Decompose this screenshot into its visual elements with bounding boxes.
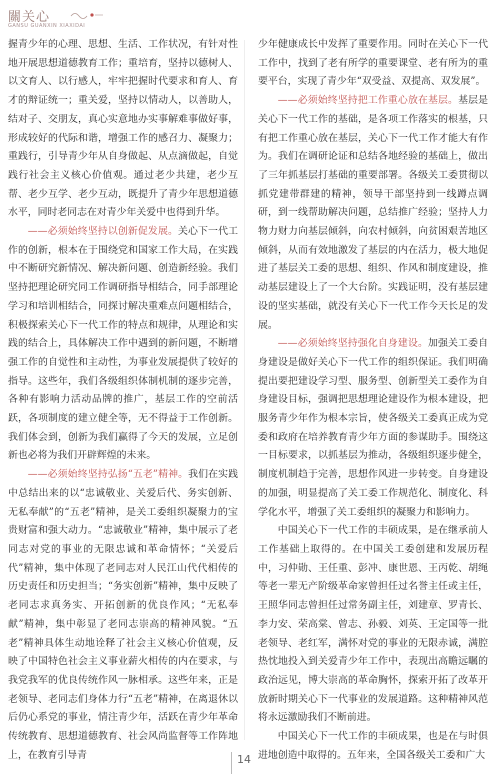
section-lead-heading: ——必须始终坚持把工作重心放在基层。 [277, 95, 459, 107]
body-paragraph [258, 92, 488, 335]
paragraph-text: 加强关工委自身建设是做好关心下一代工作的组织保证。我们明确提出要把建设学习型、服务型、创新型关工委作为自身建设目标，强调把思想理论建设作为根本建设，把服务青少年作为根本宗旨，使各级关工委真正成为党委和政府在培养教育青少年方面的参谋助手。围绕这一目标要求，以抓基层为推动，各级组织逐步健全，制度机制趋于完善，思想作风进一步转变。自身建设的加强，明显提高了关工委工作规范化、制度化、科学化水平，增强了关工委组织的凝聚力和影响力。 [258, 338, 488, 518]
section-lead-heading: ——必须始终坚持弘扬“五老”精神。 [27, 469, 189, 481]
body-paragraph [258, 728, 488, 765]
magazine-subtitle: GANSU GUANXIN XIAXIDAI [8, 23, 86, 29]
paragraph-text: 基层是关心下一代工作的基础，是各项工作落实的根基，只有把工作重心放在基层，关心下一代工作才能大有作为。我们在调研论证和总结各地经验的基础上，做出了三年抓基层打基础的重要部署。各级关工委贯彻以抓党建带群建的精神，领导干部坚持到一线蹲点调研，到一线帮助解决问题，总结推广经验；坚持人力物力财力向基层倾斜，向农村倾斜，向贫困艰苦地区倾斜，从而有效地激发了基层的内在活力，极大地促进了基层关工委的思想、组织、作风和制度建设，推动基层建设上了一个大台阶。实践证明，没有基层建设的坚实基础，就没有关心下一代工作今天长足的发展。 [258, 95, 488, 331]
paragraph-text: 我们在实践中总结出来的以“忠诚敬业、关爱后代、务实创新、无私奉献”的“五老”精神，是关工委组织凝聚力的宝贵财富和强大动力。“忠诚敬业”精神，集中展示了老同志对党的事业的无限忠诚和革命情怀；“关爱后代”精神，集中体现了老同志对人民江山代代相传的历史责任和历史担当；“务实创新”精神，集中反映了老同志求真务实、开拓创新的优良作风；“无私奉献”精神，集中彰显了老同志崇高的精神风貌。“五老”精神具体生动地诠释了社会主义核心价值观，反映了中国特色社会主义事业薪火相传的内在要求，与我党我军的优良传统作风一脉相承。这些年来，正是老领导、老同志们身体力行“五老”精神，在离退休以后仍心系党的事业，情注青少年，活跃在青少年革命传统教育、思想道德教育、社会风尚监督等工作阵地上，在教育引导青 [8, 469, 238, 761]
paragraph-text: 关心下一代工作的创新，根本在于围绕党和国家工作大局，在实践中不断研究新情况、解决新问题、创造新经验。我们坚持把理论研究同工作调研指导相结合，同手部理论学习和培训相结合，同探讨解决重难点问题相结合，积极探索关心下一代工作的特点和规律，从理论和实践的结合上，具体解决工作中遇到的新问题，不断增强工作的自觉性和主动性，为事业发展提供了较好的指导。这些年，我们各级组织体制机制的逐步完善，各种有影响力活动品牌的推广，基层工作的空前活跃，各项制度的建立健全等，无不得益于工作创新。我们体会到，创新为我们赢得了今天的发展，立足创新也必将为我们开辟辉煌的未来。 [8, 226, 238, 462]
body-paragraph [8, 36, 238, 223]
right-text-column [258, 36, 488, 765]
body-paragraph [8, 466, 238, 765]
paragraph-text: 中国关心下一代工作的丰硕成果，是在继承前人工作基础上取得的。在中国关工委创建和发展历程中，习仲勋、王任重、彭冲、康世恩、王丙乾、胡绳等老一辈无产阶级革命家曾担任过名誉主任或主任，王照华同志曾担任过常务副主任，刘建章、罗青长、李力安、荣高棠、曾志、孙毅、刘英、王定国等一批老领导、老红军，满怀对党的事业的无限赤诚，满腔热忱地投入到关爱青少年工作中，表现出高瞻远瞩的政治远见，博大崇高的革命胸怀，探索开拓了改革开放新时期关心下一代事业的发展道路。这种精神风范将永远激励我们不断前进。 [258, 525, 488, 724]
body-paragraph [258, 36, 488, 92]
magazine-logo: 關关心 [8, 10, 51, 25]
body-paragraph [258, 522, 488, 728]
ornament-icon [70, 10, 104, 20]
body-paragraph [258, 335, 488, 522]
column-divider [244, 40, 245, 740]
body-paragraph [8, 223, 238, 466]
section-lead-heading: ——必须始终坚持以创新促发展。 [27, 226, 178, 238]
paragraph-text: 少年健康成长中发挥了重要作用。同时在关心下一代工作中，找到了老有所学的重要课堂、老有所为的重要平台，实现了青少年“双受益、双提高、双发展”。 [258, 39, 488, 88]
left-text-column [8, 36, 238, 765]
paragraph-text: 中国关心下一代工作的丰硕成果，也是在与时俱进地创造中取得的。五年来，全国各级关工委和广大 [258, 731, 488, 761]
section-lead-heading: ——必须始终坚持强化自身建设。 [277, 338, 428, 350]
page-number: 14 [237, 753, 251, 766]
paragraph-text: 握青少年的心理、思想、生活、工作状况，有针对性地开展思想道德教育工作；重培育，坚持以德树人、以文育人、以行感人，牢牢把握时代要求和育人、育才的辩证统一；重关爱，坚持以情动人，以善助人，结对子、交朋友，真心实意地办实事解难事做好事，形成较好的代际和谐，增强工作的感召力、凝聚力；重践行，引导青少年从自身做起、从点滴做起，自觉践行社会主义核心价值观。通过老少共建，老少互帮、老少互学、老少互动，既提升了青少年思想道德水平，同时老同志在对青少年关爱中也得到升华。 [8, 39, 238, 219]
page-number-rule [231, 752, 232, 774]
magazine-masthead [8, 6, 128, 34]
